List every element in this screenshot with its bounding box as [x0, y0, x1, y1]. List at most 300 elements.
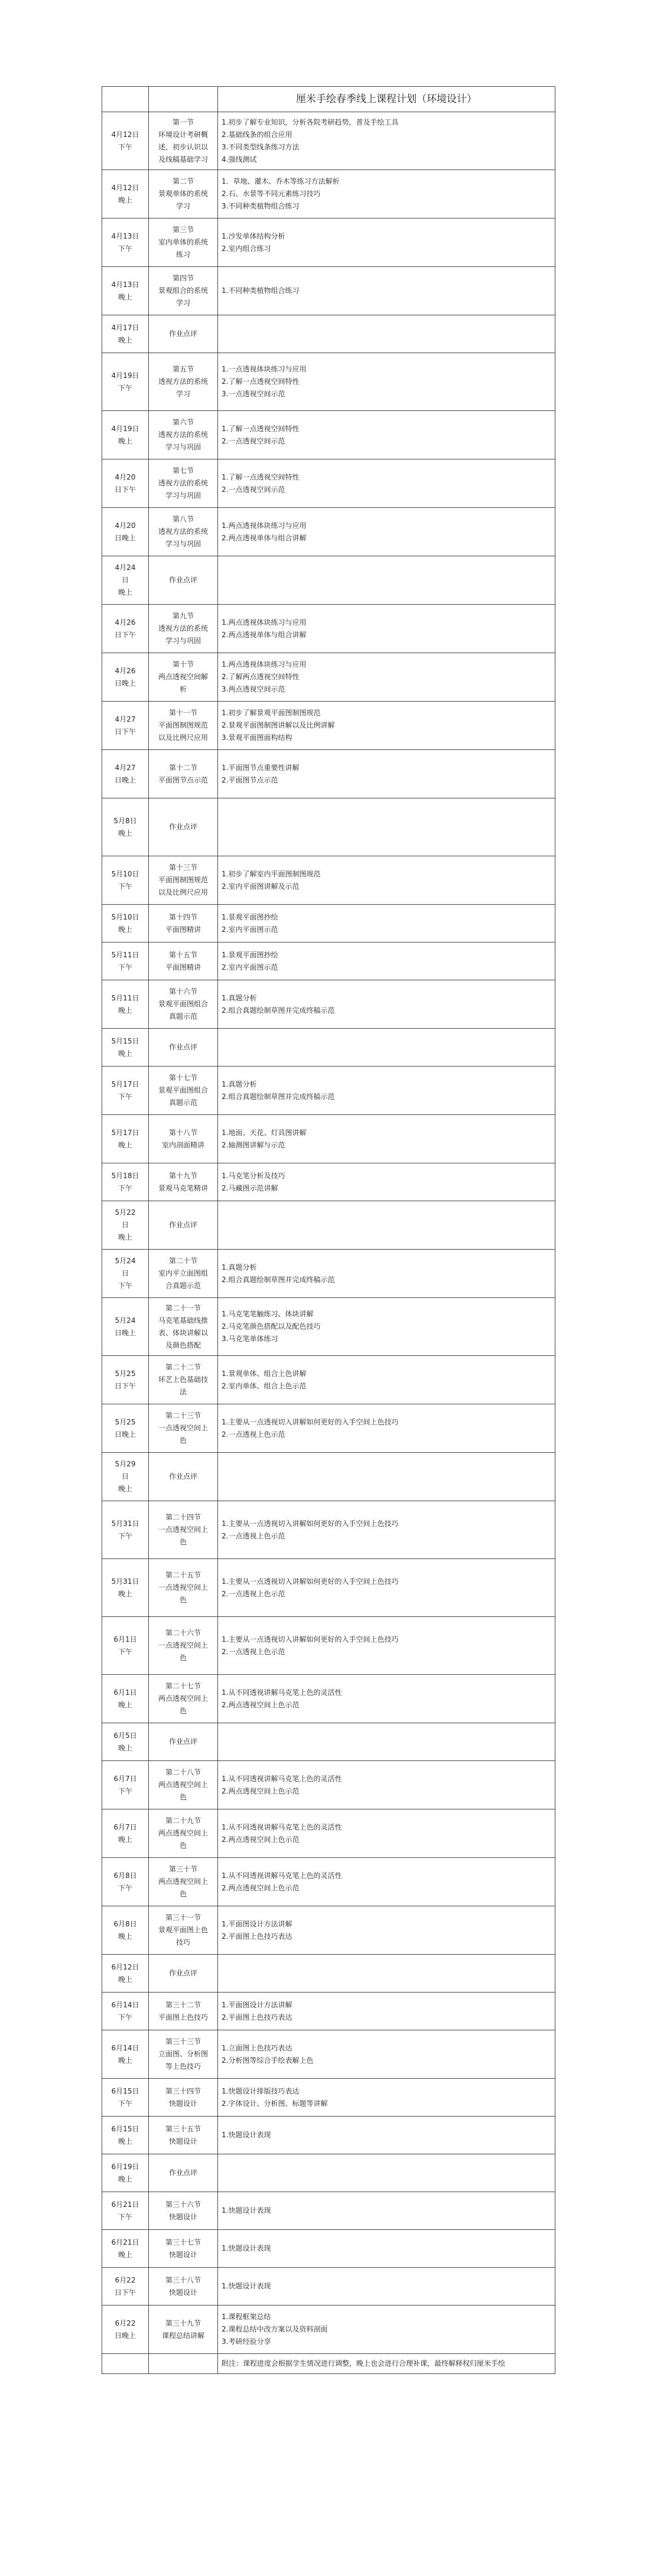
lesson-cell: [149, 2354, 218, 2374]
date-cell: [102, 750, 149, 798]
content-line: 2.石、水景等不同元素练习技巧: [222, 190, 321, 198]
date-cell: [102, 2192, 149, 2230]
date-line: 4月27: [115, 715, 136, 723]
lesson-cell: [149, 170, 218, 219]
content-line: 2.组合真题绘制草图并完成终稿示范: [222, 1006, 335, 1015]
lesson-line: 色: [179, 1707, 187, 1715]
schedule-row: [102, 1298, 555, 1356]
date-line: 5月17日: [111, 1080, 139, 1088]
date-cell: [102, 1675, 149, 1723]
content-line: 2.两点透视单体与组合讲解: [222, 630, 307, 639]
date-line: 6月21日: [111, 2200, 139, 2209]
schedule-row: [102, 112, 555, 170]
schedule-row: [102, 1404, 555, 1453]
lesson-line: 室内平立面图组: [158, 1269, 208, 1277]
date-line: 下午: [118, 2099, 132, 2108]
lesson-line: 课程总结讲解: [161, 2331, 204, 2340]
content-line: 2.字体设计、分析图、标题等讲解: [222, 2099, 328, 2108]
schedule-row: [102, 1906, 555, 1955]
date-line: 4月19日: [111, 371, 139, 380]
date-line: 日: [121, 1472, 129, 1481]
lesson-line: 两点透视空间解: [158, 673, 208, 681]
date-line: 晚上: [118, 292, 132, 301]
lesson-line: 第二十三节: [165, 1411, 201, 1420]
date-cell: [102, 1250, 149, 1298]
date-line: 晚上: [118, 1835, 132, 1844]
date-line: 6月1日: [113, 1688, 137, 1697]
lesson-cell: [149, 2306, 218, 2354]
lesson-cell: [149, 1617, 218, 1675]
lesson-cell: [149, 556, 218, 605]
content-cell: [218, 267, 555, 315]
date-cell: [102, 267, 149, 315]
date-line: 5月25: [115, 1369, 136, 1378]
content-cell: [218, 1761, 555, 1809]
lesson-line: 第二十九节: [165, 1817, 201, 1825]
content-line: 1.主要从一点透视切入讲解如何更好的入手空间上色技巧: [222, 1417, 399, 1426]
content-line: 2.一点透视空间示范: [222, 485, 285, 494]
schedule-row: [102, 702, 555, 750]
content-cell: [218, 905, 555, 943]
date-cell: [102, 653, 149, 702]
date-line: 晚上: [118, 1589, 132, 1598]
schedule-row: [102, 459, 555, 508]
course-plan-table: [102, 86, 555, 2374]
content-cell: [218, 2079, 555, 2117]
date-line: 6月22: [115, 2319, 136, 2327]
date-line: 日下午: [114, 485, 136, 494]
content-line: 1.从不同透视讲解马克笔上色的灵活性: [222, 1822, 342, 1831]
lesson-line: 第二十一节: [165, 1303, 201, 1312]
lesson-line: 第十二节: [168, 763, 197, 772]
content-line: 1.景观单体、组合上色讲解: [222, 1369, 307, 1378]
content-line: 2.两点透视空间上色示范: [222, 1786, 300, 1795]
lesson-line: 色: [179, 1654, 187, 1662]
lesson-line: 一点透视空间上: [158, 1583, 208, 1592]
date-line: 下午: [118, 1183, 132, 1192]
lesson-line: 平面图精讲: [165, 963, 201, 971]
lesson-line: 真题示范: [168, 1012, 197, 1020]
content-line: 2.分析图等综合手绘表解上色: [222, 2056, 314, 2065]
lesson-line: 环艺上色基础技: [158, 1375, 208, 1384]
content-cell: [218, 353, 555, 411]
lesson-cell: [149, 1404, 218, 1453]
content-cell: [218, 1675, 555, 1723]
date-line: 日晚上: [114, 533, 136, 542]
lesson-cell: [149, 702, 218, 750]
content-cell: [218, 1115, 555, 1163]
date-line: 晚上: [118, 335, 132, 344]
lesson-cell: [149, 943, 218, 980]
date-line: 5月17日: [111, 1128, 139, 1137]
lesson-line: 景观马克笔精讲: [158, 1183, 208, 1192]
date-cell: [102, 856, 149, 905]
lesson-cell: [149, 2230, 218, 2268]
date-cell: [102, 170, 149, 219]
schedule-row: [102, 267, 555, 315]
schedule-row: [102, 508, 555, 556]
date-line: 6月8日: [113, 1871, 137, 1880]
date-line: 5月18日: [111, 1171, 139, 1180]
lesson-line: 第三十六节: [165, 2200, 201, 2209]
content-cell: [218, 1356, 555, 1404]
schedule-row: [102, 2079, 555, 2117]
content-line: 1.了解一点透视空间特性: [222, 424, 300, 433]
date-line: 6月21日: [111, 2238, 139, 2246]
lesson-cell: [149, 1356, 218, 1404]
date-line: 5月8日: [113, 816, 137, 825]
schedule-row: [102, 2154, 555, 2192]
content-line: 2.两点透视空间上色示范: [222, 1700, 300, 1709]
content-cell: [218, 798, 555, 856]
lesson-cell: [149, 1675, 218, 1723]
content-line: 3.马克笔单体练习: [222, 1335, 278, 1343]
schedule-row: [102, 2306, 555, 2354]
lesson-line: 色: [179, 1793, 187, 1801]
date-cell: [102, 1356, 149, 1404]
date-cell: [102, 798, 149, 856]
lesson-line: 快题设计: [168, 2250, 197, 2259]
lesson-line: 第二十七节: [165, 1682, 201, 1690]
content-line: 1.不同种类植物组合练习: [222, 286, 300, 295]
date-line: 4月13日: [111, 280, 139, 289]
lesson-cell: [149, 1453, 218, 1501]
content-line: 2.两点透视空间上色示范: [222, 1835, 300, 1844]
lesson-line: 第三十四节: [165, 2086, 201, 2095]
lesson-line: 平面图精讲: [165, 925, 201, 934]
lesson-line: 景观平面图组合: [158, 1000, 208, 1008]
content-line: 2.马克笔颜色搭配以及配色技巧: [222, 1322, 321, 1331]
lesson-cell: [149, 798, 218, 856]
schedule-row: [102, 1029, 555, 1067]
date-cell: [102, 315, 149, 353]
title-spacer-lesson: [149, 87, 218, 112]
lesson-line: 法: [179, 1388, 187, 1396]
content-cell: [218, 112, 555, 170]
lesson-cell: [149, 2268, 218, 2306]
content-cell: [218, 980, 555, 1029]
date-line: 日晚上: [114, 2331, 136, 2340]
lesson-cell: [149, 2117, 218, 2154]
date-line: 4月27: [115, 763, 136, 772]
content-line: 2.一点透视空间示范: [222, 436, 285, 445]
lesson-line: 平面图制图规范: [158, 876, 208, 884]
lesson-line: 第一节: [172, 118, 194, 126]
content-line: 3.两点透视空间示范: [222, 685, 285, 693]
lesson-cell: [149, 219, 218, 267]
date-cell: [102, 2306, 149, 2354]
content-line: 2.室内单体、组合上色示范: [222, 1381, 307, 1390]
date-line: 日晚上: [114, 1328, 136, 1337]
date-line: 晚上: [118, 1233, 132, 1241]
lesson-line: 平面图节点示范: [158, 775, 208, 784]
lesson-cell: [149, 1201, 218, 1250]
content-cell: [218, 1559, 555, 1617]
content-cell: [218, 1501, 555, 1559]
date-line: 日: [121, 1269, 129, 1277]
lesson-line: 第二节: [172, 177, 194, 185]
content-line: 1.从不同透视讲解马克笔上色的灵活性: [222, 1688, 342, 1697]
content-line: 3.一点透视空间示范: [222, 390, 285, 398]
schedule-row: [102, 2230, 555, 2268]
date-line: 日下午: [114, 727, 136, 736]
lesson-cell: [149, 856, 218, 905]
schedule-row: [102, 905, 555, 943]
date-line: 晚上: [118, 925, 132, 934]
date-line: 6月15日: [111, 2124, 139, 2133]
lesson-line: 真题示范: [168, 1098, 197, 1107]
content-line: 2.室内组合练习: [222, 244, 271, 253]
date-line: 6月14日: [111, 2000, 139, 2009]
lesson-cell: [149, 1067, 218, 1115]
content-line: 1.地面、天花、灯具图讲解: [222, 1128, 307, 1137]
date-line: 5月10日: [111, 912, 139, 921]
date-line: 4月26: [115, 618, 136, 627]
content-cell: [218, 750, 555, 798]
content-cell: [218, 2192, 555, 2230]
content-line: 1.快题设计排版技巧表达: [222, 2086, 300, 2095]
schedule-row: [102, 1163, 555, 1201]
schedule-row: [102, 219, 555, 267]
date-cell: [102, 459, 149, 508]
date-cell: [102, 1993, 149, 2030]
date-line: 晚上: [118, 2137, 132, 2145]
date-cell: [102, 1761, 149, 1809]
date-cell: [102, 1559, 149, 1617]
content-line: 1.平面图设计方法讲解: [222, 2000, 292, 2009]
lesson-line: 两点透视空间上: [158, 1829, 208, 1837]
lesson-line: 学习与巩固: [165, 540, 201, 548]
lesson-line: 第十六节: [168, 987, 197, 996]
title-row: [102, 87, 555, 112]
schedule-row: [102, 1761, 555, 1809]
date-cell: [102, 702, 149, 750]
content-cell: [218, 1955, 555, 1993]
content-cell: [218, 1906, 555, 1955]
lesson-cell: [149, 605, 218, 653]
date-line: 6月19日: [111, 2162, 139, 2171]
lesson-line: 作业点评: [168, 1043, 197, 1051]
date-cell: [102, 1617, 149, 1675]
lesson-line: 第十八节: [168, 1128, 197, 1137]
lesson-line: 第八节: [172, 515, 194, 523]
date-line: 5月24: [115, 1316, 136, 1325]
date-cell: [102, 556, 149, 605]
lesson-line: 景观组合的系统: [158, 286, 208, 295]
schedule-row: [102, 1559, 555, 1617]
content-line: 1.两点透视体块练习与应用: [222, 618, 307, 627]
date-line: 6月22: [115, 2275, 136, 2284]
date-line: 下午: [118, 963, 132, 971]
lesson-cell: [149, 1115, 218, 1163]
content-line: 2.马藏图示范讲解: [222, 1183, 278, 1192]
content-line: 2.平面图上色技巧表达: [222, 1932, 292, 1941]
date-line: 日晚上: [114, 775, 136, 784]
content-cell: [218, 1298, 555, 1356]
date-line: 晚上: [118, 1485, 132, 1493]
lesson-line: 技巧: [175, 1938, 190, 1946]
schedule-row: [102, 1356, 555, 1404]
content-line: 1.主要从一点透视切入讲解如何更好的入手空间上色技巧: [222, 1577, 399, 1586]
date-cell: [102, 1029, 149, 1067]
content-line: 2.课程总结中改方案以及资料剖面: [222, 2325, 328, 2333]
content-line: 1.景观平面图抄绘: [222, 950, 278, 959]
date-line: 4月13日: [111, 231, 139, 240]
lesson-line: 第三十三节: [165, 2037, 201, 2046]
lesson-line: 合真题示范: [165, 1282, 201, 1290]
lesson-cell: [149, 112, 218, 170]
lesson-cell: [149, 1761, 218, 1809]
lesson-cell: [149, 1163, 218, 1201]
lesson-line: 作业点评: [168, 2169, 197, 2177]
lesson-cell: [149, 315, 218, 353]
lesson-line: 一点透视空间上: [158, 1424, 208, 1432]
content-line: 1.快题设计表现: [222, 2244, 271, 2252]
content-line: 1.快题设计表现: [222, 2282, 271, 2290]
course-plan-sheet: [102, 86, 555, 2374]
lesson-line: 两点透视空间上: [158, 1877, 208, 1886]
lesson-line: 及线稿基础学习: [158, 155, 208, 164]
schedule-row: [102, 1115, 555, 1163]
content-line: 1.平面图节点重要性讲解: [222, 763, 300, 772]
date-line: 5月31日: [111, 1577, 139, 1586]
schedule-row: [102, 1201, 555, 1250]
lesson-line: 述，初步认识以: [158, 142, 208, 151]
content-line: 1.真题分析: [222, 993, 257, 1002]
lesson-line: 色: [179, 1436, 187, 1444]
date-line: 4月24: [115, 563, 136, 572]
lesson-cell: [149, 2154, 218, 2192]
schedule-row: [102, 1858, 555, 1906]
date-line: 日: [121, 1221, 129, 1229]
content-cell: [218, 2306, 555, 2354]
content-line: 2.一点透视上色示范: [222, 1647, 285, 1656]
date-line: 晚上: [118, 2056, 132, 2065]
date-cell: [102, 1723, 149, 1761]
content-line: 2.两点透视空间上色示范: [222, 1883, 300, 1892]
lesson-line: 第三十八节: [165, 2275, 201, 2284]
schedule-row: [102, 2117, 555, 2154]
date-cell: [102, 219, 149, 267]
date-cell: [102, 1163, 149, 1201]
content-line: 2.室内平面图示范: [222, 925, 278, 934]
date-line: 5月15日: [111, 1036, 139, 1045]
content-cell: [218, 702, 555, 750]
content-cell: [218, 1453, 555, 1501]
lesson-line: 室内单体的系统: [158, 238, 208, 246]
content-cell: [218, 1067, 555, 1115]
date-cell: [102, 1115, 149, 1163]
content-cell: [218, 556, 555, 605]
schedule-row: [102, 1675, 555, 1723]
lesson-line: 第十节: [172, 660, 194, 669]
date-line: 日下午: [114, 1381, 136, 1390]
date-line: 晚上: [118, 436, 132, 445]
lesson-line: 等上色技巧: [165, 2062, 201, 2070]
content-cell: [218, 943, 555, 980]
lesson-line: 以及比例尺应用: [158, 733, 208, 742]
lesson-cell: [149, 1723, 218, 1761]
lesson-line: 第二十六节: [165, 1629, 201, 1637]
date-cell: [102, 1404, 149, 1453]
lesson-line: 平面图上色技巧: [158, 2013, 208, 2021]
content-line: 1.快题设计表现: [222, 2131, 271, 2139]
date-line: 6月1日: [113, 1635, 137, 1644]
date-line: 晚上: [118, 2250, 132, 2259]
lesson-line: 第三节: [172, 226, 194, 234]
lesson-cell: [149, 1029, 218, 1067]
course-plan-body: [102, 87, 555, 2374]
date-line: 5月11日: [111, 993, 139, 1002]
date-cell: [102, 508, 149, 556]
content-line: 1.从不同透视讲解马克笔上色的灵活性: [222, 1774, 342, 1783]
date-line: 晚上: [118, 1700, 132, 1709]
content-line: 2.平面图节点示范: [222, 775, 278, 784]
title-spacer-date: [102, 87, 149, 112]
date-line: 晚上: [118, 588, 132, 596]
lesson-line: 第五节: [172, 365, 194, 373]
content-line: 1.立面图上色技巧表达: [222, 2043, 292, 2052]
schedule-row: [102, 1617, 555, 1675]
lesson-line: 第四节: [172, 274, 194, 282]
schedule-row: [102, 605, 555, 653]
content-line: 1.两点透视体块练习与应用: [222, 660, 307, 669]
page-title: 厘米手绘春季线上课程计划（环境设计）: [218, 87, 555, 112]
lesson-line: 第十一节: [168, 709, 197, 717]
date-line: 下午: [118, 244, 132, 253]
content-line: 2.组合真题绘制草图并完成终稿示范: [222, 1092, 335, 1101]
content-cell: [218, 1250, 555, 1298]
date-line: 5月11日: [111, 950, 139, 959]
lesson-line: 析: [179, 685, 187, 693]
content-cell: [218, 2268, 555, 2306]
date-line: 4月20: [115, 472, 136, 481]
content-cell: [218, 1163, 555, 1201]
lesson-line: 室内剖面精讲: [161, 1140, 204, 1149]
lesson-line: 第二十八节: [165, 1768, 201, 1776]
lesson-line: 作业点评: [168, 823, 197, 831]
date-line: 6月5日: [113, 1731, 137, 1740]
lesson-line: 作业点评: [168, 1969, 197, 1977]
lesson-line: 第三十五节: [165, 2124, 201, 2133]
lesson-line: 马克笔基础线推: [158, 1316, 208, 1325]
content-line: 3.不同类型线条练习方法: [222, 142, 300, 151]
content-line: 1.从不同透视讲解马克笔上色的灵活性: [222, 1871, 342, 1880]
date-line: 下午: [118, 383, 132, 392]
lesson-line: 景观平面图组合: [158, 1086, 208, 1094]
lesson-line: 第九节: [172, 612, 194, 620]
content-cell: [218, 1993, 555, 2030]
content-cell: [218, 653, 555, 702]
content-cell: [218, 1404, 555, 1453]
lesson-line: 第十四节: [168, 912, 197, 921]
date-cell: [102, 1067, 149, 1115]
lesson-line: 快题设计: [168, 2288, 197, 2297]
lesson-line: 色: [179, 1596, 187, 1604]
lesson-line: 作业点评: [168, 330, 197, 338]
lesson-cell: [149, 459, 218, 508]
lesson-cell: [149, 353, 218, 411]
date-line: 晚上: [118, 1049, 132, 1058]
date-cell: [102, 2079, 149, 2117]
date-cell: [102, 1201, 149, 1250]
date-line: 4月17日: [111, 323, 139, 332]
lesson-line: 作业点评: [168, 576, 197, 584]
lesson-cell: [149, 1501, 218, 1559]
lesson-line: 第三十九节: [165, 2319, 201, 2327]
content-cell: [218, 856, 555, 905]
schedule-row: [102, 353, 555, 411]
